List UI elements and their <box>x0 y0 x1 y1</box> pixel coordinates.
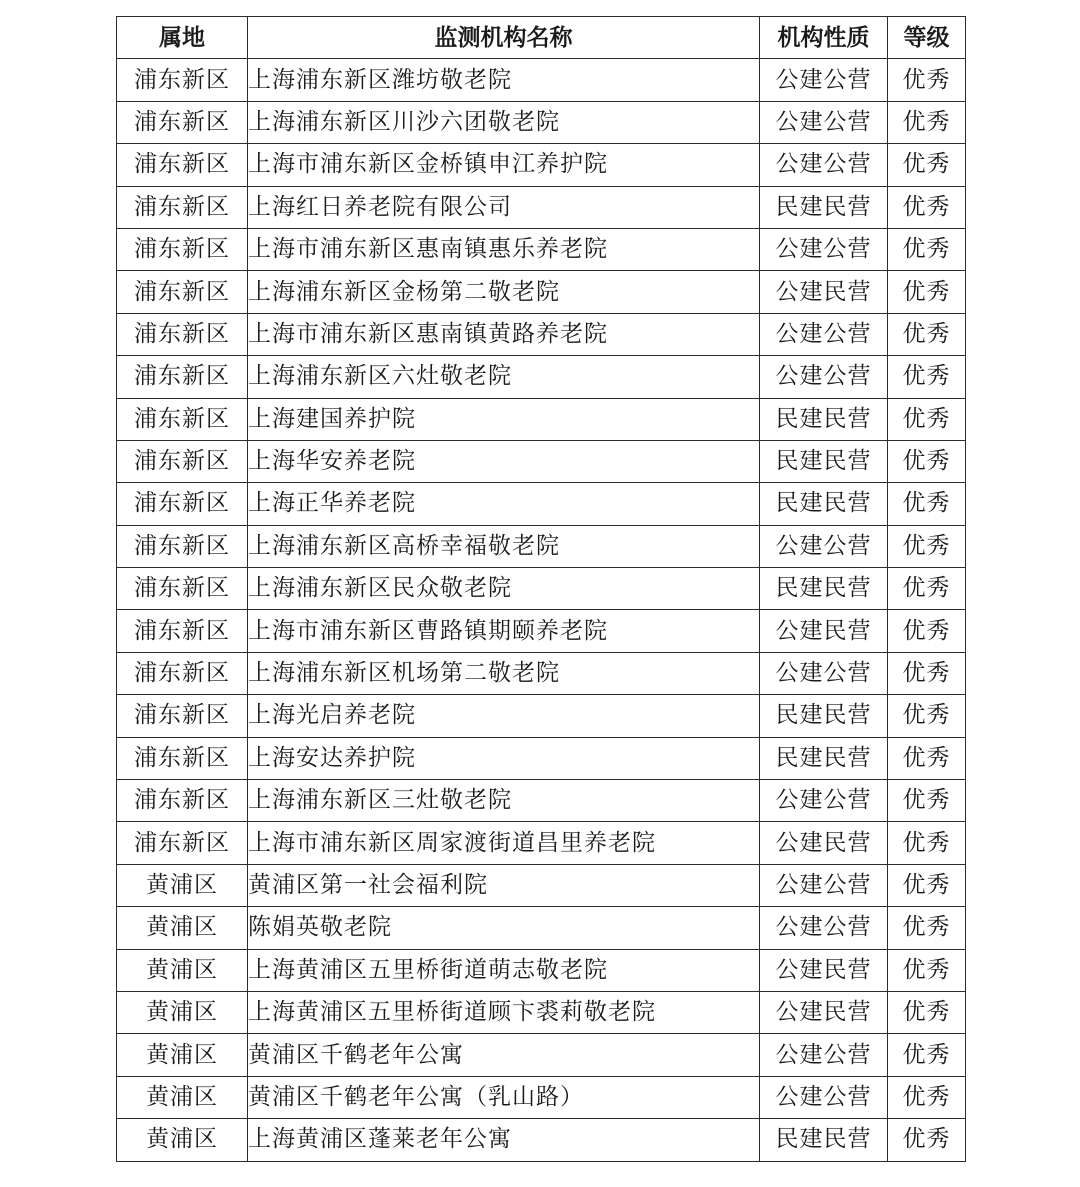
cell-institution-nature: 公建民营 <box>760 949 888 991</box>
cell-institution-name: 上海黄浦区五里桥街道萌志敬老院 <box>248 949 760 991</box>
cell-region: 黄浦区 <box>117 907 248 949</box>
table-row <box>117 398 966 440</box>
cell-institution-nature: 公建民营 <box>760 271 888 313</box>
cell-institution-name: 上海红日养老院有限公司 <box>248 186 760 228</box>
table-row <box>117 991 966 1033</box>
cell-grade: 优秀 <box>888 1034 966 1076</box>
cell-institution-name: 陈娟英敬老院 <box>248 907 760 949</box>
cell-region: 浦东新区 <box>117 695 248 737</box>
cell-grade: 优秀 <box>888 228 966 270</box>
table-row <box>117 144 966 186</box>
cell-institution-name: 上海华安养老院 <box>248 440 760 482</box>
cell-institution-name: 黄浦区千鹤老年公寓 <box>248 1034 760 1076</box>
cell-grade: 优秀 <box>888 991 966 1033</box>
header-row <box>117 17 966 59</box>
cell-institution-name: 上海浦东新区民众敬老院 <box>248 568 760 610</box>
cell-institution-name: 上海市浦东新区金桥镇申江养护院 <box>248 144 760 186</box>
cell-institution-nature: 公建民营 <box>760 822 888 864</box>
cell-region: 黄浦区 <box>117 1119 248 1161</box>
header-institution-nature: 机构性质 <box>760 17 888 59</box>
cell-region: 浦东新区 <box>117 652 248 694</box>
cell-institution-name: 上海市浦东新区曹路镇期颐养老院 <box>248 610 760 652</box>
cell-grade: 优秀 <box>888 356 966 398</box>
cell-grade: 优秀 <box>888 695 966 737</box>
cell-grade: 优秀 <box>888 1119 966 1161</box>
table-row <box>117 356 966 398</box>
cell-institution-name: 上海市浦东新区惠南镇黄路养老院 <box>248 313 760 355</box>
table-row <box>117 610 966 652</box>
table-row <box>117 695 966 737</box>
cell-region: 黄浦区 <box>117 1076 248 1118</box>
cell-institution-name: 上海正华养老院 <box>248 483 760 525</box>
cell-institution-name: 上海黄浦区五里桥街道顾卞裘莉敬老院 <box>248 991 760 1033</box>
cell-region: 浦东新区 <box>117 568 248 610</box>
cell-region: 浦东新区 <box>117 780 248 822</box>
cell-institution-nature: 公建公营 <box>760 356 888 398</box>
cell-region: 浦东新区 <box>117 610 248 652</box>
cell-institution-nature: 民建民营 <box>760 695 888 737</box>
cell-region: 浦东新区 <box>117 398 248 440</box>
cell-institution-nature: 公建民营 <box>760 991 888 1033</box>
cell-grade: 优秀 <box>888 440 966 482</box>
table-row <box>117 228 966 270</box>
cell-institution-nature: 公建公营 <box>760 313 888 355</box>
cell-region: 浦东新区 <box>117 356 248 398</box>
cell-region: 浦东新区 <box>117 59 248 101</box>
cell-region: 浦东新区 <box>117 228 248 270</box>
cell-institution-nature: 公建公营 <box>760 864 888 906</box>
cell-grade: 优秀 <box>888 144 966 186</box>
cell-institution-nature: 公建公营 <box>760 780 888 822</box>
cell-region: 黄浦区 <box>117 1034 248 1076</box>
cell-institution-nature: 公建公营 <box>760 101 888 143</box>
cell-region: 黄浦区 <box>117 949 248 991</box>
table-row <box>117 780 966 822</box>
cell-region: 浦东新区 <box>117 271 248 313</box>
cell-institution-nature: 公建民营 <box>760 610 888 652</box>
cell-grade: 优秀 <box>888 737 966 779</box>
cell-grade: 优秀 <box>888 610 966 652</box>
cell-institution-name: 上海浦东新区潍坊敬老院 <box>248 59 760 101</box>
header-grade: 等级 <box>888 17 966 59</box>
cell-region: 浦东新区 <box>117 483 248 525</box>
cell-institution-nature: 民建民营 <box>760 1119 888 1161</box>
cell-grade: 优秀 <box>888 59 966 101</box>
cell-institution-nature: 民建民营 <box>760 398 888 440</box>
cell-institution-nature: 公建公营 <box>760 144 888 186</box>
cell-institution-name: 黄浦区千鹤老年公寓（乳山路） <box>248 1076 760 1118</box>
cell-institution-nature: 民建民营 <box>760 737 888 779</box>
cell-region: 浦东新区 <box>117 186 248 228</box>
institution-table <box>116 16 966 1162</box>
cell-grade: 优秀 <box>888 822 966 864</box>
cell-region: 黄浦区 <box>117 991 248 1033</box>
table-row <box>117 271 966 313</box>
cell-grade: 优秀 <box>888 864 966 906</box>
cell-institution-nature: 民建民营 <box>760 186 888 228</box>
cell-grade: 优秀 <box>888 780 966 822</box>
table-row <box>117 313 966 355</box>
cell-institution-name: 上海浦东新区机场第二敬老院 <box>248 652 760 694</box>
cell-institution-name: 上海建国养护院 <box>248 398 760 440</box>
cell-grade: 优秀 <box>888 1076 966 1118</box>
cell-institution-nature: 公建公营 <box>760 652 888 694</box>
table-row <box>117 737 966 779</box>
cell-institution-name: 上海浦东新区金杨第二敬老院 <box>248 271 760 313</box>
cell-institution-name: 黄浦区第一社会福利院 <box>248 864 760 906</box>
cell-region: 浦东新区 <box>117 737 248 779</box>
cell-grade: 优秀 <box>888 313 966 355</box>
cell-institution-nature: 公建公营 <box>760 228 888 270</box>
table-row <box>117 822 966 864</box>
cell-grade: 优秀 <box>888 525 966 567</box>
table-row <box>117 1076 966 1118</box>
table-header <box>117 17 966 59</box>
cell-institution-nature: 民建民营 <box>760 568 888 610</box>
cell-institution-nature: 公建公营 <box>760 525 888 567</box>
table-row <box>117 525 966 567</box>
cell-institution-nature: 公建公营 <box>760 907 888 949</box>
table-row <box>117 1119 966 1161</box>
header-region: 属地 <box>117 17 248 59</box>
cell-institution-name: 上海市浦东新区惠南镇惠乐养老院 <box>248 228 760 270</box>
cell-institution-nature: 民建民营 <box>760 483 888 525</box>
cell-region: 黄浦区 <box>117 864 248 906</box>
cell-grade: 优秀 <box>888 186 966 228</box>
cell-grade: 优秀 <box>888 907 966 949</box>
cell-institution-name: 上海浦东新区六灶敬老院 <box>248 356 760 398</box>
cell-institution-nature: 公建公营 <box>760 1034 888 1076</box>
table-body <box>117 59 966 1161</box>
table-row <box>117 652 966 694</box>
cell-institution-name: 上海浦东新区三灶敬老院 <box>248 780 760 822</box>
cell-grade: 优秀 <box>888 101 966 143</box>
cell-institution-name: 上海浦东新区高桥幸福敬老院 <box>248 525 760 567</box>
header-institution-name: 监测机构名称 <box>248 17 760 59</box>
cell-institution-name: 上海黄浦区蓬莱老年公寓 <box>248 1119 760 1161</box>
table-row <box>117 1034 966 1076</box>
cell-grade: 优秀 <box>888 398 966 440</box>
table-row <box>117 440 966 482</box>
table-row <box>117 568 966 610</box>
cell-institution-name: 上海市浦东新区周家渡街道昌里养老院 <box>248 822 760 864</box>
cell-region: 浦东新区 <box>117 822 248 864</box>
cell-region: 浦东新区 <box>117 440 248 482</box>
table-row <box>117 483 966 525</box>
cell-institution-nature: 民建民营 <box>760 440 888 482</box>
table-row <box>117 864 966 906</box>
cell-grade: 优秀 <box>888 568 966 610</box>
cell-institution-name: 上海光启养老院 <box>248 695 760 737</box>
table-row <box>117 59 966 101</box>
cell-institution-nature: 公建公营 <box>760 59 888 101</box>
cell-region: 浦东新区 <box>117 313 248 355</box>
cell-grade: 优秀 <box>888 949 966 991</box>
table-row <box>117 907 966 949</box>
table-row <box>117 186 966 228</box>
cell-region: 浦东新区 <box>117 101 248 143</box>
cell-grade: 优秀 <box>888 271 966 313</box>
cell-institution-nature: 公建公营 <box>760 1076 888 1118</box>
cell-region: 浦东新区 <box>117 144 248 186</box>
table-row <box>117 101 966 143</box>
cell-grade: 优秀 <box>888 652 966 694</box>
cell-institution-name: 上海安达养护院 <box>248 737 760 779</box>
table-row <box>117 949 966 991</box>
cell-grade: 优秀 <box>888 483 966 525</box>
cell-institution-name: 上海浦东新区川沙六团敬老院 <box>248 101 760 143</box>
cell-region: 浦东新区 <box>117 525 248 567</box>
